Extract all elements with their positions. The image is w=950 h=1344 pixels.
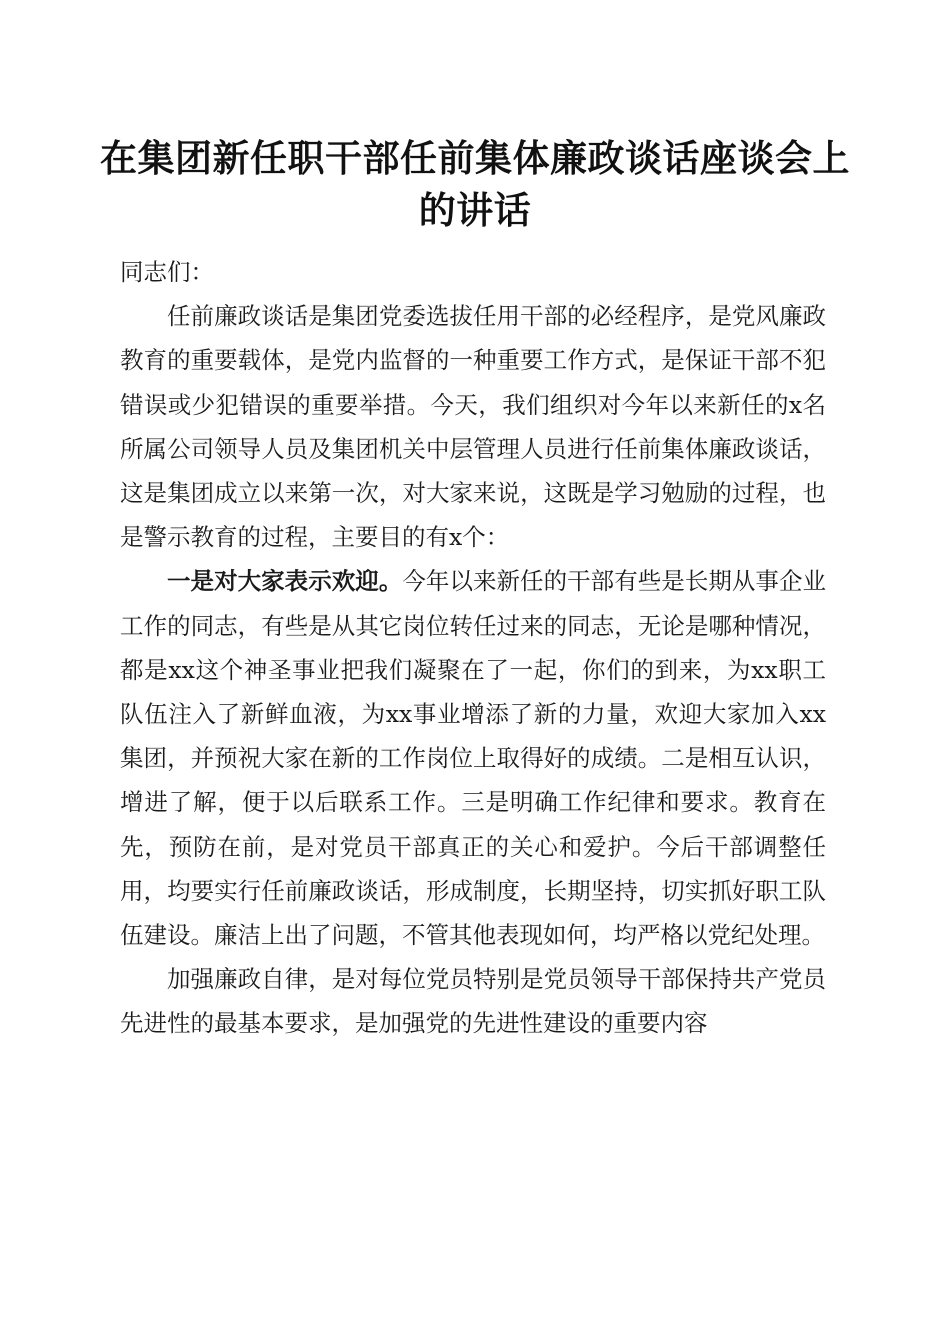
paragraph-2 — [120, 559, 826, 957]
document-body — [120, 250, 826, 1046]
salutation: 同志们： — [120, 258, 214, 286]
paragraph-2-text: 今年以来新任的干部有些是长期从事企业工作的同志，有些是从其它岗位转任过来的同志，无论是哪种情况，都是xx这个神圣事业把我们凝聚在了一起，你们的到来，为xx职工队伍注入了新鲜血液，为xx事业增添了新的力量，欢迎大家加入xx集团，并预祝大家在新的工作岗位上取得好的成绩。二是相互认识，增进了解，便于以后联系工作。三是明确工作纪律和要求。教育在先，预防在前，是对党员干部真正的关心和爱护。今后干部调整任用，均要实行任前廉政谈话，形成制度，长期坚持，切实抓好职工队伍建设。廉洁上出了问题，不管其他表现如何，均严格以党纪处理。 — [120, 567, 827, 950]
title-line-1: 在集团新任职干部任前集体廉政谈话座谈会上 — [100, 136, 850, 180]
paragraph-3 — [120, 957, 826, 1045]
paragraph-1-text: 任前廉政谈话是集团党委选拔任用干部的必经程序，是党风廉政教育的重要载体，是党内监督的一种重要工作方式，是保证干部不犯错误或少犯错误的重要举措。今天，我们组织对今年以来新任的x名所属公司领导人员及集团机关中层管理人员进行任前集体廉政谈话，这是集团成立以来第一次，对大家来说，这既是学习勉励的过程，也是警示教育的过程，主要目的有x个： — [120, 302, 826, 552]
title-line-2: 的讲话 — [418, 188, 532, 232]
paragraph-1 — [120, 294, 826, 559]
paragraph-3-text: 加强廉政自律，是对每位党员特别是党员领导干部保持共产党员先进性的最基本要求，是加强党的先进性建设的重要内容 — [120, 965, 826, 1038]
paragraph-2-lead: 一是对大家表示欢迎。 — [167, 567, 403, 596]
document-title — [100, 132, 850, 236]
